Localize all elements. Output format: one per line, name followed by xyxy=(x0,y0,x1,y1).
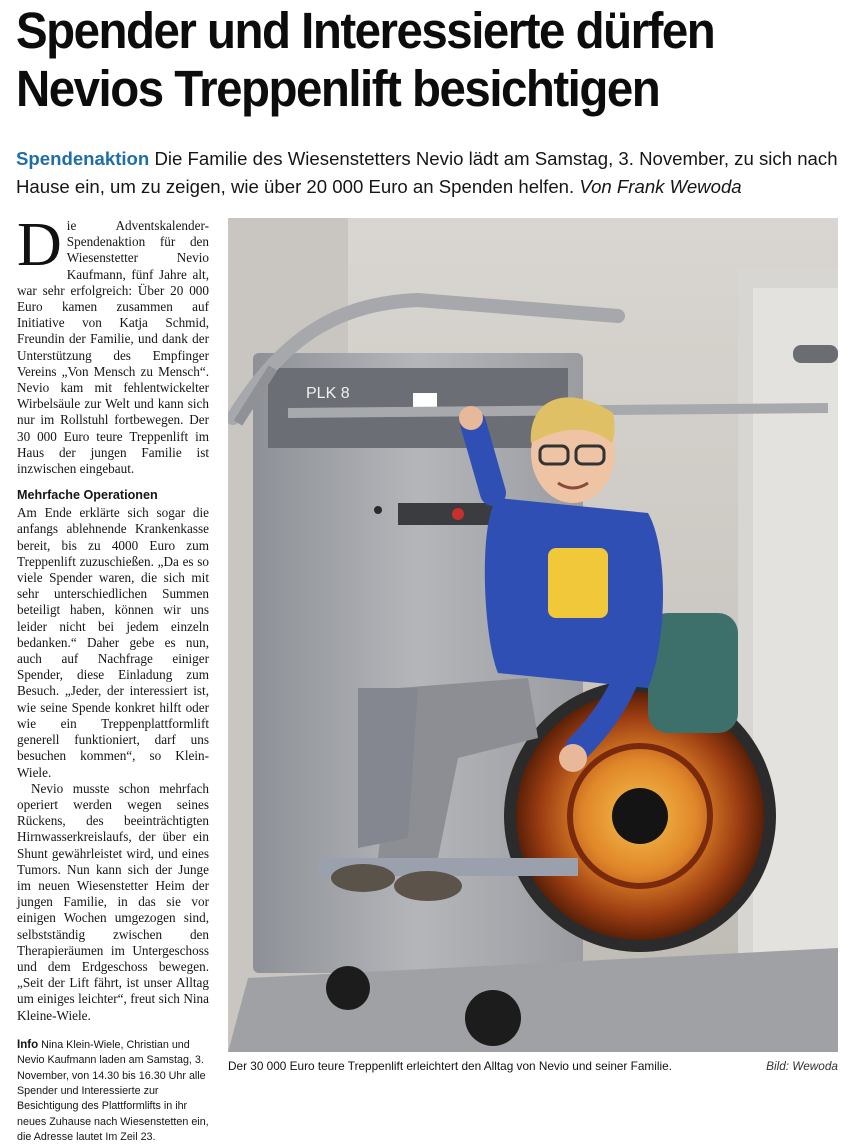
caster-wheel-front xyxy=(465,990,521,1046)
emergency-button xyxy=(452,508,464,520)
photo-credit: Bild: Wewoda xyxy=(766,1059,838,1073)
article-teaser xyxy=(16,145,841,201)
paragraph-2: Am Ende erklärte sich sogar die anfangs ablehnende Krankenkasse bereit, bis zu 4000 Euro zum Treppenlift zuzuschießen. „Da es so viele Spender waren, die sich mit sehr unterschiedlichen Summen beteiligt haben, können wir uns leider nicht bei jedem einzeln bedanken.“ Daher gebe es nun, auch auf Nachfrage einiger Spender, diese Einladung zum Besuch. „Jeder, der interessiert ist, wie seine Spende konkret hilft oder wie ein Treppenplattformlift generell funktioniert, darf uns besuchen kommen“, so Klein-Wiele. xyxy=(17,505,209,780)
backpack xyxy=(648,613,738,733)
lift-sticker xyxy=(413,393,437,407)
boy-hand-raised xyxy=(459,406,483,430)
info-box xyxy=(17,1037,209,1146)
info-text: Nina Klein-Wiele, Christian und Nevio Kaufmann laden am Samstag, 3. November, von 14.30 bis 16.30 Uhr alle Spender und Interessierte zur Besichtigung des Plattformlifts in ihr neues Zuhause nach Wiesenstetten ein, die Adresse lautet Im Zeil 23. xyxy=(17,1038,209,1144)
shirt-print xyxy=(548,548,608,618)
headline-line-2: Nevios Treppenlift besichtigen xyxy=(16,60,660,117)
photo-illustration xyxy=(228,218,838,1052)
wall-handrail xyxy=(793,345,838,363)
paragraph-1-text: ie Adventskalender-Spendenaktion für den Wiesenstetter Nevio Kaufmann, fünf Jahre alt, war sehr erfolgreich: Über 20 000 Euro kamen zusammen auf Initiative von Katja Schmid, Freundin der Familie, und dank der Unterstützung des Empfinger Vereins „Von Mensch zu Mensch“. Nevio kam mit fehlentwickelter Wirbelsäule zur Welt und kann sich nur im Rollstuhl fortbewegen. Der 30 000 Euro teure Treppenlift im Haus der jungen Familie ist inzwischen eingebaut. xyxy=(17,218,209,477)
paragraph-1 xyxy=(17,211,209,477)
teaser-text: Die Familie des Wiesenstetters Nevio lädt am Samstag, 3. November, zu sich nach Hause ein, um zu zeigen, wie über 20 000 Euro an Spenden helfen. xyxy=(16,148,838,197)
drop-cap: D xyxy=(17,211,62,279)
kicker: Spendenaktion xyxy=(16,148,150,169)
lift-screw xyxy=(374,506,382,514)
article-headline xyxy=(16,2,788,118)
wheel-hub xyxy=(612,788,668,844)
paragraph-3: Nevio musste schon mehrfach operiert werden wegen seines Rückens, des beeinträchtigten Hirnwasserkreislaufs, der über ein Shunt gewährleistet wird, und eines Tumors. Nun kann sich der Junge im neuen Wiesenstetter Heim der jungen Familie, in das sie vor einigen Wochen umgezogen sind, selbstständig zwischen den Therapieräumen im Untergeschoss und dem Erdgeschoss bewegen. „Seit der Lift fährt, ist unser Alltag um einiges leichter“, freut sich Nina Kleine-Wiele. xyxy=(17,780,209,1023)
article-photo xyxy=(228,218,838,1052)
boy-shoe-right xyxy=(394,871,462,901)
headline-line-1: Spender und Interessierte dürfen xyxy=(16,2,715,59)
article-body xyxy=(17,211,209,1146)
boy-hand-down xyxy=(559,744,587,772)
info-label: Info xyxy=(17,1036,39,1051)
caption-text: Der 30 000 Euro teure Treppenlift erleichtert den Alltag von Nevio und seiner Familie. xyxy=(228,1059,672,1073)
byline: Von Frank Wewoda xyxy=(579,176,742,197)
boy-shoe-left xyxy=(331,864,395,892)
subheading: Mehrfache Operationen xyxy=(17,488,158,503)
lift-label: PLK 8 xyxy=(306,385,350,402)
photo-caption xyxy=(228,1058,838,1074)
caster-wheel-back xyxy=(326,966,370,1010)
